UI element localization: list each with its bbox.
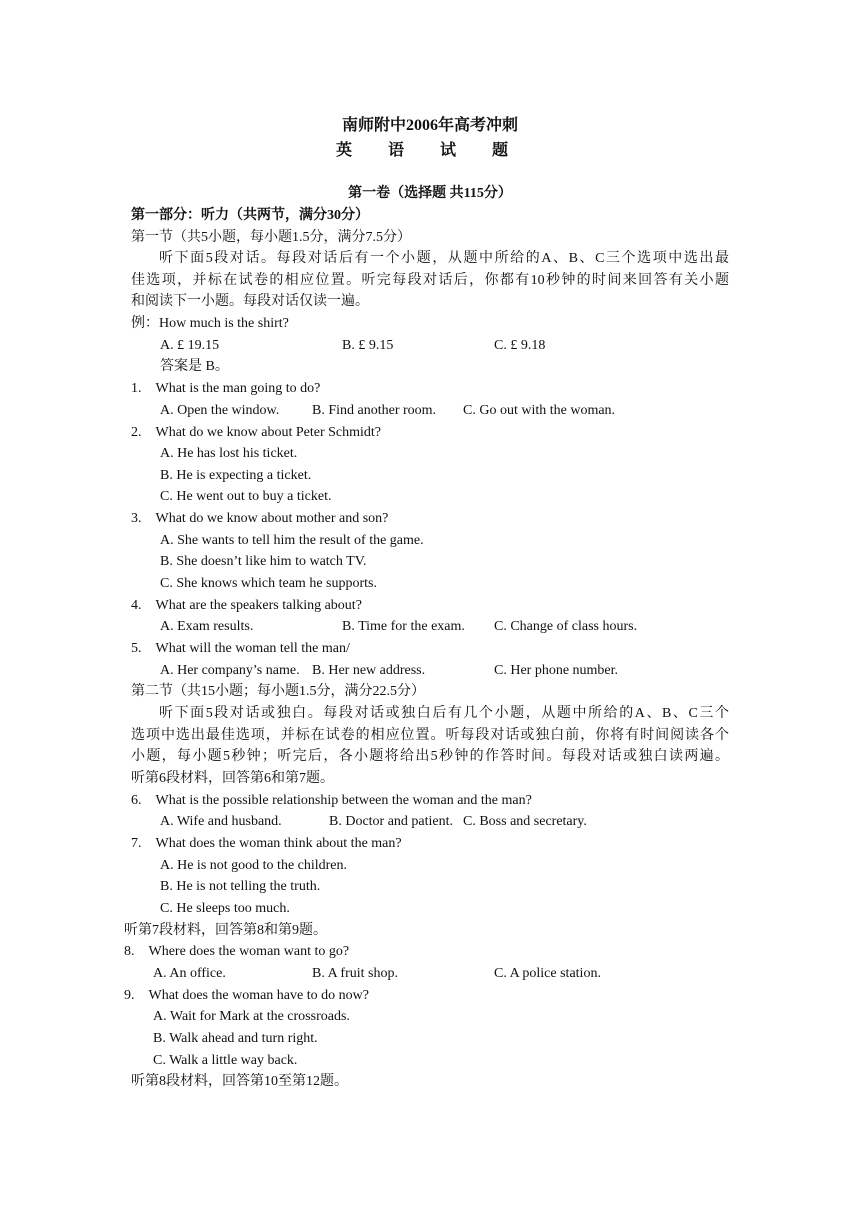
section1-instruction-line: 听下面5段对话。每段对话后有一个小题，从题中所给的A、B、C三个选项中选出最	[159, 251, 729, 266]
question-7: 7. What does the woman think about the man?	[131, 836, 402, 851]
part1-heading: 第一部分：听力（共两节，满分30分）	[131, 208, 369, 223]
example-option-b: B. £ 9.15	[342, 338, 394, 353]
q4-option-c: C. Change of class hours.	[494, 619, 638, 634]
q8-option-b: B. A fruit shop.	[312, 966, 398, 981]
material-8-note: 听第8段材料，回答第10至第12题。	[131, 1074, 348, 1089]
example-answer: 答案是 B。	[160, 359, 229, 374]
q5-option-a: A. Her company’s name.	[160, 663, 300, 678]
q3-option-c: C. She knows which team he supports.	[160, 576, 377, 591]
section2-instruction-line: 小题，每小题5秒钟；听完后，各小题将给出5秒钟的作答时间。每段对话或独白读两遍。	[131, 749, 729, 764]
question-3: 3. What do we know about mother and son?	[131, 511, 389, 526]
q3-option-a: A. She wants to tell him the result of the game.	[160, 533, 424, 548]
q5-option-c: C. Her phone number.	[494, 663, 619, 678]
question-6: 6. What is the possible relationship between the woman and the man?	[131, 793, 532, 808]
q8-option-c: C. A police station.	[494, 966, 601, 981]
section1-instruction-line: 佳选项，并标在试卷的相应位置。听完每段对话后，你都有10秒钟的时间来回答有关小题	[131, 273, 729, 288]
q5-option-b: B. Her new address.	[312, 663, 426, 678]
section1-heading: 第一节（共5小题，每小题1.5分，满分7.5分）	[131, 230, 411, 245]
q3-option-b: B. She doesn’t like him to watch TV.	[160, 554, 367, 569]
q2-option-c: C. He went out to buy a ticket.	[160, 489, 332, 504]
question-1: 1. What is the man going to do?	[131, 381, 321, 396]
example-option-c: C. £ 9.18	[494, 338, 546, 353]
section2-instruction-line: 听下面5段对话或独白。每段对话或独白后有几个小题，从题中所给的A、B、C三个	[159, 706, 729, 721]
q8-option-a: A. An office.	[153, 966, 226, 981]
exam-title: 南师附中2006年高考冲刺	[341, 117, 518, 134]
q4-option-a: A. Exam results.	[160, 619, 254, 634]
example-option-a: A. £ 19.15	[160, 338, 220, 353]
section2-instruction-line: 选项中选出最佳选项，并标在试卷的相应位置。听每段对话或独白前，你将有时间阅读各个	[131, 728, 729, 743]
q9-option-a: A. Wait for Mark at the crossroads.	[153, 1009, 350, 1024]
q6-option-a: A. Wife and husband.	[160, 814, 282, 829]
q1-option-a: A. Open the window.	[160, 403, 280, 418]
section1-instruction-line: 和阅读下一小题。每段对话仅读一遍。	[131, 294, 369, 309]
q1-option-b: B. Find another room.	[312, 403, 437, 418]
q2-option-a: A. He has lost his ticket.	[160, 446, 298, 461]
question-4: 4. What are the speakers talking about?	[131, 598, 362, 613]
q9-option-b: B. Walk ahead and turn right.	[153, 1031, 318, 1046]
question-8: 8. Where does the woman want to go?	[124, 944, 350, 959]
q9-option-c: C. Walk a little way back.	[153, 1053, 298, 1068]
q6-option-c: C. Boss and secretary.	[463, 814, 587, 829]
example-question: 例：How much is the shirt?	[131, 316, 289, 331]
q7-option-c: C. He sleeps too much.	[160, 901, 290, 916]
question-9: 9. What does the woman have to do now?	[124, 988, 369, 1003]
q7-option-a: A. He is not good to the children.	[160, 858, 348, 873]
q4-option-b: B. Time for the exam.	[342, 619, 465, 634]
section2-heading: 第二节（共15小题；每小题1.5分，满分22.5分）	[131, 684, 425, 699]
q2-option-b: B. He is expecting a ticket.	[160, 468, 312, 483]
exam-subject: 英 语 试 题	[335, 142, 524, 159]
volume-heading: 第一卷（选择题 共115分）	[348, 186, 512, 201]
q1-option-c: C. Go out with the woman.	[463, 403, 616, 418]
material-6-note: 听第6段材料，回答第6和第7题。	[131, 771, 334, 786]
q6-option-b: B. Doctor and patient.	[329, 814, 454, 829]
material-7-note: 听第7段材料，回答第8和第9题。	[124, 923, 327, 938]
question-2: 2. What do we know about Peter Schmidt?	[131, 425, 382, 440]
question-5: 5. What will the woman tell the man/	[131, 641, 350, 656]
q7-option-b: B. He is not telling the truth.	[160, 879, 321, 894]
